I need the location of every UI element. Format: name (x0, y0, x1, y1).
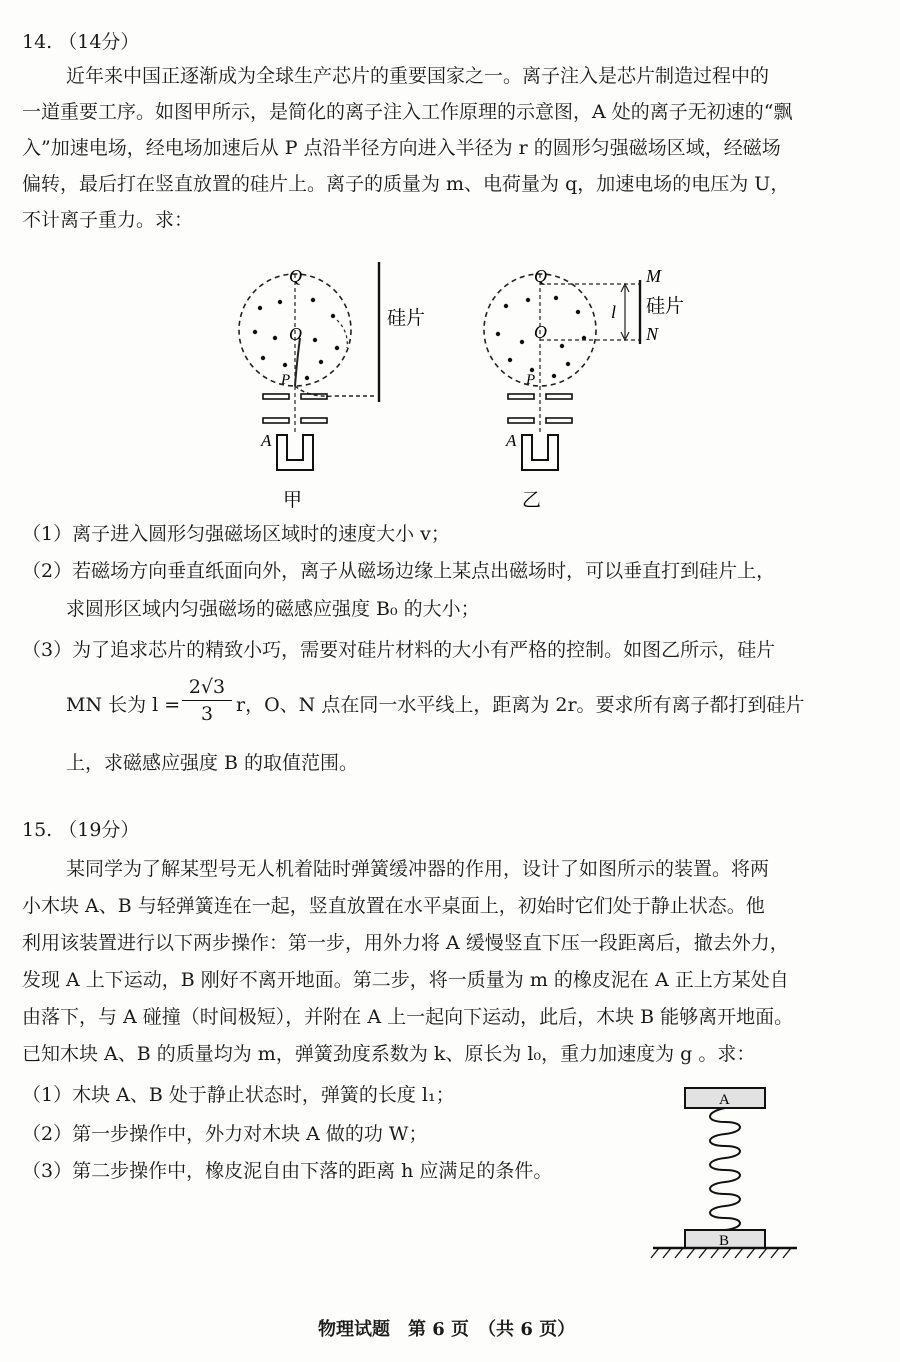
label-M: M (646, 266, 661, 286)
figure-a (225, 250, 426, 515)
label-O: O (534, 322, 547, 342)
label-P: P (281, 372, 291, 388)
fraction-2sqrt3-over-3 (182, 675, 232, 726)
q14-sub-2b: 求圆形区域内匀强磁场的磁感应强度 B₀ 的大小； (66, 598, 480, 620)
label-l: l (611, 302, 617, 322)
wafer-label: 硅片 (646, 295, 685, 317)
fraction-numerator: 2√3 (188, 676, 226, 698)
q15-para-line-1: 某同学为了解某型号无人机着陆时弹簧缓冲器的作用，设计了如图所示的装置。将两 (66, 858, 770, 880)
q15-para-line-6: 已知木块 A、B 的质量均为 m，弹簧劲度系数为 k、原长为 l₀，重力加速度为 g 。求： (22, 1043, 756, 1065)
q15-para-line-5: 由落下，与 A 碰撞（时间极短），并附在 A 上一起向下运动，此后，木块 B 能够离开地面。 (22, 1006, 794, 1028)
plate-lower-right (301, 418, 327, 423)
label-N: N (646, 324, 659, 344)
q15-sub-1: （1）木块 A、B 处于静止状态时，弹簧的长度 l₁； (22, 1084, 455, 1106)
ion-source (522, 435, 558, 470)
fraction-denominator: 3 (200, 703, 214, 725)
q15-para-line-3: 利用该装置进行以下两步操作：第一步，用外力将 A 缓慢竖直下压一段距离后，撤去外力， (22, 932, 789, 954)
q14-para-line-3: 入”加速电场，经电场加速后从 P 点沿半径方向进入半径为 r 的圆形匀强磁场区域，经磁场 (22, 137, 781, 159)
curve-hint (337, 320, 347, 348)
ion-source (277, 435, 313, 470)
q14-sub-3a: （3）为了追求芯片的精致小巧，需要对硅片材料的大小有严格的控制。如图乙所示，硅片 (22, 639, 776, 661)
q14-sub-2a: （2）若磁场方向垂直纸面向外，离子从磁场边缘上某点出磁场时，可以垂直打到硅片上， (22, 560, 776, 582)
plate-lower-left (508, 418, 534, 423)
label-B: B (719, 1233, 730, 1249)
label-A: A (261, 431, 272, 450)
q14-para-line-2: 一道重要工序。如图甲所示，是简化的离子注入工作原理的示意图，A 处的离子无初速的“飘 (22, 101, 793, 123)
q15-para-line-4: 发现 A 上下运动，B 刚好不离开地面。第二步，将一质量为 m 的橡皮泥在 A 正上方某处自 (22, 969, 789, 991)
plate-lower-right (546, 418, 572, 423)
label-Q: Q (534, 266, 547, 286)
wafer-label: 硅片 (387, 307, 426, 329)
q14-sub-3-rest: r，O、N 点在同一水平线上，距离为 2r。要求所有离子都打到硅片 (236, 694, 805, 716)
q15-header: 15. （19分） (22, 819, 140, 841)
q14-sub-3c: 上，求磁感应强度 B 的取值范围。 (66, 752, 359, 774)
q14-header: 14. （14分） (22, 31, 140, 53)
page-footer: 物理试题 第 6 页 （共 6 页） (318, 1319, 576, 1340)
plate-upper-left (263, 394, 289, 399)
q14-sub-3-mn: MN 长为 l = (66, 694, 181, 716)
q14-para-line-5: 不计离子重力。求： (22, 209, 194, 231)
plate-lower-left (263, 418, 289, 423)
figure-b (470, 250, 710, 515)
label-A: A (719, 1092, 730, 1108)
q14-sub-1: （1）离子进入圆形匀强磁场区域时的速度大小 v； (22, 523, 450, 545)
figure-a-caption: 甲 (283, 489, 303, 511)
spring-coil (710, 1108, 740, 1230)
q14-para-line-4: 偏转，最后打在竖直放置的硅片上。离子的质量为 m、电荷量为 q，加速电场的电压为 U， (22, 173, 790, 195)
figure-b-caption: 乙 (522, 489, 542, 511)
plate-upper-right (546, 394, 572, 399)
q15-sub-3: （3）第二步操作中，橡皮泥自由下落的距离 h 应满足的条件。 (22, 1160, 553, 1182)
label-P: P (526, 372, 536, 388)
plate-upper-left (508, 394, 534, 399)
label-A: A (506, 431, 517, 450)
label-Q: Q (289, 266, 302, 286)
q15-sub-2: （2）第一步操作中，外力对木块 A 做的功 W； (22, 1123, 428, 1145)
radius-arrow (295, 338, 300, 386)
q14-para-line-1: 近年来中国正逐渐成为全球生产芯片的重要国家之一。离子注入是芯片制造过程中的 (66, 65, 770, 87)
q15-para-line-2: 小木块 A、B 与轻弹簧连在一起，竖直放置在水平桌面上，初始时它们处于静止状态。他 (22, 895, 765, 917)
ground-hatching (651, 1248, 791, 1258)
spring-figure (645, 1082, 815, 1268)
fraction-bar (182, 700, 232, 701)
label-O: O (289, 324, 302, 344)
